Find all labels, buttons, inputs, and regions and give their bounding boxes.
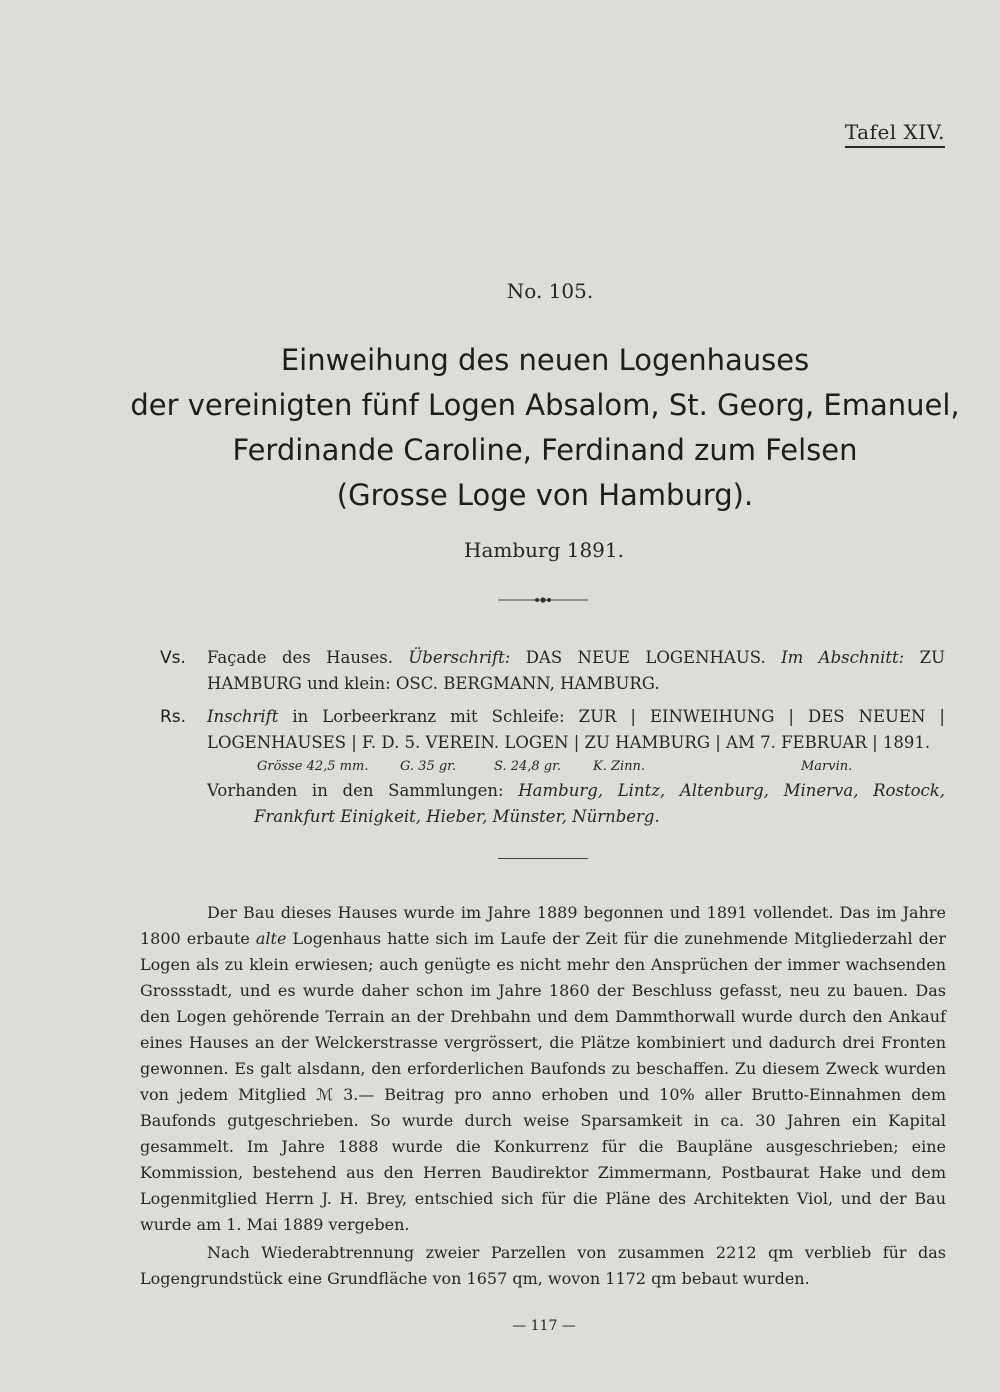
collections	[207, 778, 945, 830]
spec-size: Grösse 42,5 mm.	[257, 759, 369, 774]
reverse-text	[207, 704, 945, 756]
reverse-description	[160, 704, 945, 756]
obverse-text-part: Façade des Hauses.	[207, 648, 409, 667]
obverse-label: Überschrift:	[408, 648, 511, 667]
place-year: Hamburg 1891.	[464, 538, 624, 562]
title-line: (Grosse Loge von Hamburg).	[336, 478, 754, 512]
paragraph-text: Logenhaus hatte sich im Laufe der Zeit für die zunehmende Mitgliederzahl der Logen als zu klein erwiesen; auch genügte es nicht mehr den Ansprüchen der immer wachsenden Grossstadt, und es wurde daher schon im Jahre 1860 der Beschluss gefasst, neu zu bauen. Das den Logen gehörende Terrain an der Drehbahn und dem Dammthorwall wurde durch den Ankauf eines Hauses an der Welckerstrasse vergrössert, die Plätze kombiniert und dadurch drei Fronten gewonnen. Es galt alsdann, den erforderlichen Baufonds zu beschaffen. Zu diesem Zweck wurden von jedem Mitglied ℳ 3.— Beitrag pro anno erhoben und 10% aller Brutto-Einnahmen dem Baufonds gutgeschrieben. So wurde durch weise Sparsamkeit in ca. 30 Jahren ein Kapital gesammelt. Im Jahre 1888 wurde die Konkurrenz für die Baupläne ausgeschrieben; eine Kommission, bestehend aus den Herren Baudirektor Zimmermann, Postbaurat Hake und dem Logenmitglied Herrn J. H. Brey, entschied sich für die Pläne des Architekten Viol, und der Bau wurde am 1. Mai 1889 vergeben.	[140, 929, 946, 1234]
obverse-text-part: DAS NEUE LOGENHAUS.	[510, 648, 782, 667]
obverse-text	[207, 645, 945, 697]
paragraph-text: Der Bau dieses Hauses wurde im Jahre 1889 begonnen und 1891 vollendet. Das im Jahre 1800 erbaute	[140, 903, 946, 948]
section-divider	[498, 858, 588, 859]
collections-line: Frankfurt Einigkeit, Hieber, Münster, Nürnberg.	[254, 807, 660, 826]
spec-metal: K. Zinn.	[593, 759, 646, 774]
title-line: der vereinigten fünf Logen Absalom, St. Georg, Emanuel,	[130, 388, 960, 422]
title-line: Ferdinande Caroline, Ferdinand zum Felsen	[232, 433, 858, 467]
reverse-label: Inschrift	[207, 707, 279, 726]
medal-artist: Marvin.	[801, 759, 853, 774]
medal-number: No. 105.	[506, 279, 594, 303]
reverse-tag: Rs.	[160, 707, 187, 727]
obverse-description	[160, 645, 945, 697]
page-number: — 117 —	[512, 1318, 576, 1334]
ornament-divider	[498, 595, 588, 605]
collections-list: Hamburg, Lintz, Altenburg, Minerva, Rostock,	[518, 781, 945, 800]
obverse-text-part: ZU HAMBURG und klein: OSC. BERGMANN, HAMBURG.	[207, 648, 945, 693]
spec-weight-s: S. 24,8 gr.	[494, 759, 562, 774]
medal-title	[100, 338, 990, 518]
collections-line	[207, 778, 945, 804]
collections-lead: Vorhanden in den Sammlungen:	[207, 781, 519, 800]
obverse-tag: Vs.	[160, 648, 186, 668]
obverse-label: Im Abschnitt:	[781, 648, 905, 667]
paragraph: Nach Wiederabtrennung zweier Parzellen von zusammen 2212 qm verblieb für das Logengrundstück eine Grundfläche von 1657 qm, wovon 1172 qm bebaut wurden.	[140, 1243, 946, 1288]
title-line: Einweihung des neuen Logenhauses	[280, 343, 810, 377]
spec-weight-g: G. 35 gr.	[400, 759, 457, 774]
paragraph-emphasis: alte	[255, 929, 287, 948]
plate-label: Tafel XIV.	[845, 120, 945, 148]
medal-specs	[257, 759, 857, 774]
paragraph	[140, 900, 946, 1238]
reverse-text-part: in Lorbeerkranz mit Schleife: ZUR | EINWEIHUNG | DES NEUEN | LOGENHAUSES | F. D. 5. VEREIN. LOGEN | ZU HAMBURG | AM 7. FEBRUAR | 1891.	[207, 707, 945, 752]
